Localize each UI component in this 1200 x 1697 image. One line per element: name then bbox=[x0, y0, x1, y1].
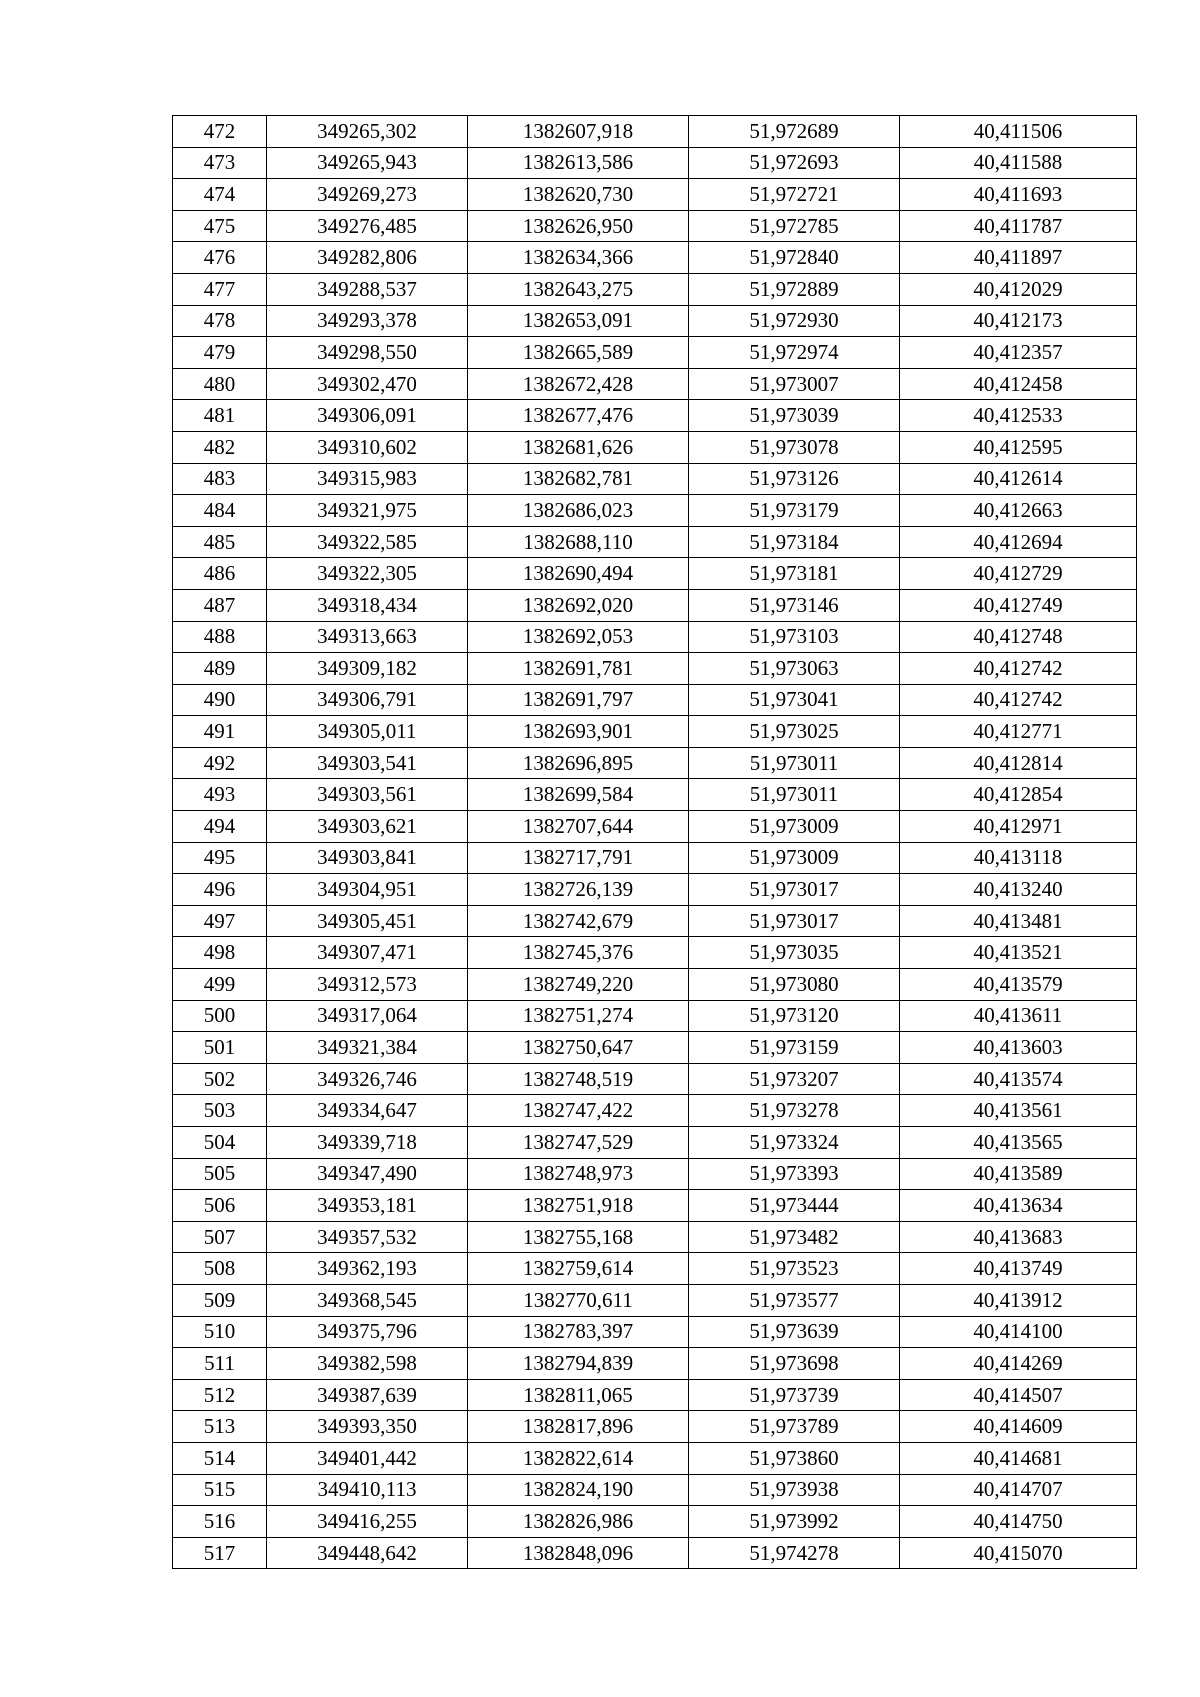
x-coordinate-cell: 349305,011 bbox=[267, 716, 468, 748]
y-coordinate-cell: 1382826,986 bbox=[468, 1506, 689, 1538]
point-number-cell: 505 bbox=[173, 1158, 267, 1190]
y-coordinate-cell: 1382665,589 bbox=[468, 337, 689, 369]
y-coordinate-cell: 1382643,275 bbox=[468, 273, 689, 305]
table-row bbox=[173, 811, 1137, 843]
table-row bbox=[173, 179, 1137, 211]
y-coordinate-cell: 1382634,366 bbox=[468, 242, 689, 274]
latitude-cell: 51,973039 bbox=[689, 400, 900, 432]
longitude-cell: 40,412729 bbox=[900, 558, 1137, 590]
point-number-cell: 511 bbox=[173, 1348, 267, 1380]
y-coordinate-cell: 1382742,679 bbox=[468, 905, 689, 937]
longitude-cell: 40,412814 bbox=[900, 747, 1137, 779]
table-row bbox=[173, 558, 1137, 590]
point-number-cell: 494 bbox=[173, 811, 267, 843]
table-row bbox=[173, 1474, 1137, 1506]
x-coordinate-cell: 349357,532 bbox=[267, 1221, 468, 1253]
x-coordinate-cell: 349302,470 bbox=[267, 368, 468, 400]
table-row bbox=[173, 1000, 1137, 1032]
table-row bbox=[173, 400, 1137, 432]
point-number-cell: 487 bbox=[173, 589, 267, 621]
table-row bbox=[173, 116, 1137, 148]
y-coordinate-cell: 1382794,839 bbox=[468, 1348, 689, 1380]
x-coordinate-cell: 349269,273 bbox=[267, 179, 468, 211]
x-coordinate-cell: 349310,602 bbox=[267, 431, 468, 463]
longitude-cell: 40,413749 bbox=[900, 1253, 1137, 1285]
table-row bbox=[173, 716, 1137, 748]
point-number-cell: 484 bbox=[173, 495, 267, 527]
x-coordinate-cell: 349293,378 bbox=[267, 305, 468, 337]
x-coordinate-cell: 349368,545 bbox=[267, 1284, 468, 1316]
x-coordinate-cell: 349265,302 bbox=[267, 116, 468, 148]
x-coordinate-cell: 349305,451 bbox=[267, 905, 468, 937]
y-coordinate-cell: 1382749,220 bbox=[468, 969, 689, 1001]
x-coordinate-cell: 349303,541 bbox=[267, 747, 468, 779]
latitude-cell: 51,973278 bbox=[689, 1095, 900, 1127]
longitude-cell: 40,413561 bbox=[900, 1095, 1137, 1127]
x-coordinate-cell: 349265,943 bbox=[267, 147, 468, 179]
latitude-cell: 51,973035 bbox=[689, 937, 900, 969]
latitude-cell: 51,973063 bbox=[689, 653, 900, 685]
coordinates-table bbox=[172, 115, 1137, 1569]
y-coordinate-cell: 1382707,644 bbox=[468, 811, 689, 843]
x-coordinate-cell: 349303,561 bbox=[267, 779, 468, 811]
point-number-cell: 479 bbox=[173, 337, 267, 369]
x-coordinate-cell: 349362,193 bbox=[267, 1253, 468, 1285]
y-coordinate-cell: 1382692,053 bbox=[468, 621, 689, 653]
point-number-cell: 482 bbox=[173, 431, 267, 463]
point-number-cell: 499 bbox=[173, 969, 267, 1001]
table-row bbox=[173, 368, 1137, 400]
y-coordinate-cell: 1382822,614 bbox=[468, 1442, 689, 1474]
x-coordinate-cell: 349326,746 bbox=[267, 1063, 468, 1095]
y-coordinate-cell: 1382811,065 bbox=[468, 1379, 689, 1411]
table-row bbox=[173, 1284, 1137, 1316]
y-coordinate-cell: 1382691,781 bbox=[468, 653, 689, 685]
latitude-cell: 51,973007 bbox=[689, 368, 900, 400]
x-coordinate-cell: 349393,350 bbox=[267, 1411, 468, 1443]
point-number-cell: 508 bbox=[173, 1253, 267, 1285]
x-coordinate-cell: 349315,983 bbox=[267, 463, 468, 495]
table-row bbox=[173, 1127, 1137, 1159]
point-number-cell: 489 bbox=[173, 653, 267, 685]
latitude-cell: 51,973017 bbox=[689, 905, 900, 937]
latitude-cell: 51,973938 bbox=[689, 1474, 900, 1506]
latitude-cell: 51,973992 bbox=[689, 1506, 900, 1538]
longitude-cell: 40,413611 bbox=[900, 1000, 1137, 1032]
x-coordinate-cell: 349448,642 bbox=[267, 1537, 468, 1569]
table-row bbox=[173, 905, 1137, 937]
point-number-cell: 477 bbox=[173, 273, 267, 305]
longitude-cell: 40,412694 bbox=[900, 526, 1137, 558]
x-coordinate-cell: 349317,064 bbox=[267, 1000, 468, 1032]
latitude-cell: 51,973078 bbox=[689, 431, 900, 463]
y-coordinate-cell: 1382613,586 bbox=[468, 147, 689, 179]
point-number-cell: 502 bbox=[173, 1063, 267, 1095]
longitude-cell: 40,413579 bbox=[900, 969, 1137, 1001]
table-row bbox=[173, 1316, 1137, 1348]
x-coordinate-cell: 349313,663 bbox=[267, 621, 468, 653]
latitude-cell: 51,973009 bbox=[689, 842, 900, 874]
point-number-cell: 492 bbox=[173, 747, 267, 779]
longitude-cell: 40,411588 bbox=[900, 147, 1137, 179]
latitude-cell: 51,973184 bbox=[689, 526, 900, 558]
table-row bbox=[173, 273, 1137, 305]
y-coordinate-cell: 1382607,918 bbox=[468, 116, 689, 148]
point-number-cell: 478 bbox=[173, 305, 267, 337]
latitude-cell: 51,973179 bbox=[689, 495, 900, 527]
table-row bbox=[173, 305, 1137, 337]
latitude-cell: 51,973103 bbox=[689, 621, 900, 653]
y-coordinate-cell: 1382748,519 bbox=[468, 1063, 689, 1095]
point-number-cell: 475 bbox=[173, 210, 267, 242]
y-coordinate-cell: 1382653,091 bbox=[468, 305, 689, 337]
y-coordinate-cell: 1382755,168 bbox=[468, 1221, 689, 1253]
table-row bbox=[173, 653, 1137, 685]
x-coordinate-cell: 349312,573 bbox=[267, 969, 468, 1001]
longitude-cell: 40,412458 bbox=[900, 368, 1137, 400]
table-row bbox=[173, 1506, 1137, 1538]
latitude-cell: 51,973181 bbox=[689, 558, 900, 590]
point-number-cell: 500 bbox=[173, 1000, 267, 1032]
latitude-cell: 51,972889 bbox=[689, 273, 900, 305]
longitude-cell: 40,412663 bbox=[900, 495, 1137, 527]
x-coordinate-cell: 349347,490 bbox=[267, 1158, 468, 1190]
point-number-cell: 491 bbox=[173, 716, 267, 748]
point-number-cell: 488 bbox=[173, 621, 267, 653]
x-coordinate-cell: 349410,113 bbox=[267, 1474, 468, 1506]
longitude-cell: 40,414609 bbox=[900, 1411, 1137, 1443]
latitude-cell: 51,973577 bbox=[689, 1284, 900, 1316]
longitude-cell: 40,413574 bbox=[900, 1063, 1137, 1095]
table-row bbox=[173, 684, 1137, 716]
x-coordinate-cell: 349282,806 bbox=[267, 242, 468, 274]
x-coordinate-cell: 349303,621 bbox=[267, 811, 468, 843]
y-coordinate-cell: 1382751,918 bbox=[468, 1190, 689, 1222]
x-coordinate-cell: 349306,791 bbox=[267, 684, 468, 716]
point-number-cell: 512 bbox=[173, 1379, 267, 1411]
y-coordinate-cell: 1382726,139 bbox=[468, 874, 689, 906]
point-number-cell: 472 bbox=[173, 116, 267, 148]
y-coordinate-cell: 1382759,614 bbox=[468, 1253, 689, 1285]
latitude-cell: 51,972930 bbox=[689, 305, 900, 337]
longitude-cell: 40,413118 bbox=[900, 842, 1137, 874]
longitude-cell: 40,411897 bbox=[900, 242, 1137, 274]
table-row bbox=[173, 589, 1137, 621]
y-coordinate-cell: 1382747,422 bbox=[468, 1095, 689, 1127]
table-row bbox=[173, 937, 1137, 969]
table-row bbox=[173, 337, 1137, 369]
longitude-cell: 40,414681 bbox=[900, 1442, 1137, 1474]
longitude-cell: 40,412029 bbox=[900, 273, 1137, 305]
point-number-cell: 510 bbox=[173, 1316, 267, 1348]
longitude-cell: 40,412971 bbox=[900, 811, 1137, 843]
x-coordinate-cell: 349339,718 bbox=[267, 1127, 468, 1159]
point-number-cell: 493 bbox=[173, 779, 267, 811]
table-row bbox=[173, 874, 1137, 906]
point-number-cell: 476 bbox=[173, 242, 267, 274]
y-coordinate-cell: 1382626,950 bbox=[468, 210, 689, 242]
latitude-cell: 51,972721 bbox=[689, 179, 900, 211]
latitude-cell: 51,973017 bbox=[689, 874, 900, 906]
y-coordinate-cell: 1382677,476 bbox=[468, 400, 689, 432]
y-coordinate-cell: 1382817,896 bbox=[468, 1411, 689, 1443]
y-coordinate-cell: 1382748,973 bbox=[468, 1158, 689, 1190]
table-row bbox=[173, 1158, 1137, 1190]
longitude-cell: 40,412533 bbox=[900, 400, 1137, 432]
point-number-cell: 514 bbox=[173, 1442, 267, 1474]
latitude-cell: 51,973393 bbox=[689, 1158, 900, 1190]
latitude-cell: 51,973011 bbox=[689, 747, 900, 779]
table-row bbox=[173, 1063, 1137, 1095]
y-coordinate-cell: 1382692,020 bbox=[468, 589, 689, 621]
table-row bbox=[173, 1442, 1137, 1474]
longitude-cell: 40,415070 bbox=[900, 1537, 1137, 1569]
longitude-cell: 40,414507 bbox=[900, 1379, 1137, 1411]
longitude-cell: 40,412749 bbox=[900, 589, 1137, 621]
x-coordinate-cell: 349276,485 bbox=[267, 210, 468, 242]
x-coordinate-cell: 349321,975 bbox=[267, 495, 468, 527]
latitude-cell: 51,972974 bbox=[689, 337, 900, 369]
longitude-cell: 40,413603 bbox=[900, 1032, 1137, 1064]
latitude-cell: 51,973789 bbox=[689, 1411, 900, 1443]
longitude-cell: 40,414269 bbox=[900, 1348, 1137, 1380]
longitude-cell: 40,413589 bbox=[900, 1158, 1137, 1190]
latitude-cell: 51,973041 bbox=[689, 684, 900, 716]
longitude-cell: 40,413683 bbox=[900, 1221, 1137, 1253]
x-coordinate-cell: 349318,434 bbox=[267, 589, 468, 621]
y-coordinate-cell: 1382699,584 bbox=[468, 779, 689, 811]
longitude-cell: 40,411693 bbox=[900, 179, 1137, 211]
table-row bbox=[173, 431, 1137, 463]
latitude-cell: 51,973207 bbox=[689, 1063, 900, 1095]
table-row bbox=[173, 747, 1137, 779]
latitude-cell: 51,973639 bbox=[689, 1316, 900, 1348]
point-number-cell: 485 bbox=[173, 526, 267, 558]
table-row bbox=[173, 242, 1137, 274]
y-coordinate-cell: 1382691,797 bbox=[468, 684, 689, 716]
table-row bbox=[173, 1379, 1137, 1411]
latitude-cell: 51,973444 bbox=[689, 1190, 900, 1222]
table-row bbox=[173, 1032, 1137, 1064]
point-number-cell: 504 bbox=[173, 1127, 267, 1159]
point-number-cell: 497 bbox=[173, 905, 267, 937]
longitude-cell: 40,412742 bbox=[900, 653, 1137, 685]
longitude-cell: 40,414750 bbox=[900, 1506, 1137, 1538]
y-coordinate-cell: 1382745,376 bbox=[468, 937, 689, 969]
x-coordinate-cell: 349288,537 bbox=[267, 273, 468, 305]
latitude-cell: 51,972785 bbox=[689, 210, 900, 242]
y-coordinate-cell: 1382848,096 bbox=[468, 1537, 689, 1569]
y-coordinate-cell: 1382783,397 bbox=[468, 1316, 689, 1348]
latitude-cell: 51,973011 bbox=[689, 779, 900, 811]
latitude-cell: 51,973146 bbox=[689, 589, 900, 621]
longitude-cell: 40,412771 bbox=[900, 716, 1137, 748]
y-coordinate-cell: 1382688,110 bbox=[468, 526, 689, 558]
y-coordinate-cell: 1382751,274 bbox=[468, 1000, 689, 1032]
point-number-cell: 481 bbox=[173, 400, 267, 432]
point-number-cell: 496 bbox=[173, 874, 267, 906]
longitude-cell: 40,413565 bbox=[900, 1127, 1137, 1159]
table-row bbox=[173, 1221, 1137, 1253]
point-number-cell: 506 bbox=[173, 1190, 267, 1222]
table-row bbox=[173, 526, 1137, 558]
point-number-cell: 515 bbox=[173, 1474, 267, 1506]
point-number-cell: 513 bbox=[173, 1411, 267, 1443]
latitude-cell: 51,973126 bbox=[689, 463, 900, 495]
table-row bbox=[173, 1253, 1137, 1285]
longitude-cell: 40,414100 bbox=[900, 1316, 1137, 1348]
table-row bbox=[173, 1537, 1137, 1569]
table-row bbox=[173, 1411, 1137, 1443]
table-row bbox=[173, 1348, 1137, 1380]
latitude-cell: 51,973739 bbox=[689, 1379, 900, 1411]
point-number-cell: 517 bbox=[173, 1537, 267, 1569]
longitude-cell: 40,412173 bbox=[900, 305, 1137, 337]
latitude-cell: 51,973080 bbox=[689, 969, 900, 1001]
y-coordinate-cell: 1382770,611 bbox=[468, 1284, 689, 1316]
point-number-cell: 495 bbox=[173, 842, 267, 874]
point-number-cell: 501 bbox=[173, 1032, 267, 1064]
latitude-cell: 51,973159 bbox=[689, 1032, 900, 1064]
table-row bbox=[173, 210, 1137, 242]
y-coordinate-cell: 1382690,494 bbox=[468, 558, 689, 590]
x-coordinate-cell: 349298,550 bbox=[267, 337, 468, 369]
x-coordinate-cell: 349322,585 bbox=[267, 526, 468, 558]
point-number-cell: 474 bbox=[173, 179, 267, 211]
latitude-cell: 51,972693 bbox=[689, 147, 900, 179]
x-coordinate-cell: 349321,384 bbox=[267, 1032, 468, 1064]
table-row bbox=[173, 495, 1137, 527]
y-coordinate-cell: 1382686,023 bbox=[468, 495, 689, 527]
latitude-cell: 51,973860 bbox=[689, 1442, 900, 1474]
table-row bbox=[173, 1190, 1137, 1222]
y-coordinate-cell: 1382672,428 bbox=[468, 368, 689, 400]
table-row bbox=[173, 1095, 1137, 1127]
latitude-cell: 51,972840 bbox=[689, 242, 900, 274]
x-coordinate-cell: 349304,951 bbox=[267, 874, 468, 906]
latitude-cell: 51,973009 bbox=[689, 811, 900, 843]
latitude-cell: 51,973120 bbox=[689, 1000, 900, 1032]
table-row bbox=[173, 621, 1137, 653]
point-number-cell: 483 bbox=[173, 463, 267, 495]
point-number-cell: 503 bbox=[173, 1095, 267, 1127]
y-coordinate-cell: 1382696,895 bbox=[468, 747, 689, 779]
longitude-cell: 40,412854 bbox=[900, 779, 1137, 811]
y-coordinate-cell: 1382681,626 bbox=[468, 431, 689, 463]
x-coordinate-cell: 349334,647 bbox=[267, 1095, 468, 1127]
y-coordinate-cell: 1382693,901 bbox=[468, 716, 689, 748]
y-coordinate-cell: 1382747,529 bbox=[468, 1127, 689, 1159]
point-number-cell: 486 bbox=[173, 558, 267, 590]
table-row bbox=[173, 463, 1137, 495]
longitude-cell: 40,411506 bbox=[900, 116, 1137, 148]
longitude-cell: 40,413240 bbox=[900, 874, 1137, 906]
x-coordinate-cell: 349416,255 bbox=[267, 1506, 468, 1538]
latitude-cell: 51,973523 bbox=[689, 1253, 900, 1285]
longitude-cell: 40,412357 bbox=[900, 337, 1137, 369]
longitude-cell: 40,414707 bbox=[900, 1474, 1137, 1506]
point-number-cell: 490 bbox=[173, 684, 267, 716]
latitude-cell: 51,973698 bbox=[689, 1348, 900, 1380]
x-coordinate-cell: 349387,639 bbox=[267, 1379, 468, 1411]
y-coordinate-cell: 1382682,781 bbox=[468, 463, 689, 495]
latitude-cell: 51,972689 bbox=[689, 116, 900, 148]
x-coordinate-cell: 349353,181 bbox=[267, 1190, 468, 1222]
x-coordinate-cell: 349382,598 bbox=[267, 1348, 468, 1380]
y-coordinate-cell: 1382717,791 bbox=[468, 842, 689, 874]
coordinates-table-body bbox=[173, 116, 1137, 1569]
longitude-cell: 40,411787 bbox=[900, 210, 1137, 242]
table-row bbox=[173, 147, 1137, 179]
longitude-cell: 40,413521 bbox=[900, 937, 1137, 969]
latitude-cell: 51,973482 bbox=[689, 1221, 900, 1253]
longitude-cell: 40,412748 bbox=[900, 621, 1137, 653]
y-coordinate-cell: 1382750,647 bbox=[468, 1032, 689, 1064]
latitude-cell: 51,973025 bbox=[689, 716, 900, 748]
point-number-cell: 473 bbox=[173, 147, 267, 179]
point-number-cell: 480 bbox=[173, 368, 267, 400]
point-number-cell: 498 bbox=[173, 937, 267, 969]
latitude-cell: 51,974278 bbox=[689, 1537, 900, 1569]
longitude-cell: 40,413634 bbox=[900, 1190, 1137, 1222]
point-number-cell: 516 bbox=[173, 1506, 267, 1538]
point-number-cell: 507 bbox=[173, 1221, 267, 1253]
latitude-cell: 51,973324 bbox=[689, 1127, 900, 1159]
longitude-cell: 40,412614 bbox=[900, 463, 1137, 495]
x-coordinate-cell: 349303,841 bbox=[267, 842, 468, 874]
longitude-cell: 40,412742 bbox=[900, 684, 1137, 716]
y-coordinate-cell: 1382824,190 bbox=[468, 1474, 689, 1506]
longitude-cell: 40,412595 bbox=[900, 431, 1137, 463]
x-coordinate-cell: 349375,796 bbox=[267, 1316, 468, 1348]
table-row bbox=[173, 842, 1137, 874]
x-coordinate-cell: 349309,182 bbox=[267, 653, 468, 685]
y-coordinate-cell: 1382620,730 bbox=[468, 179, 689, 211]
point-number-cell: 509 bbox=[173, 1284, 267, 1316]
x-coordinate-cell: 349401,442 bbox=[267, 1442, 468, 1474]
x-coordinate-cell: 349306,091 bbox=[267, 400, 468, 432]
table-row bbox=[173, 969, 1137, 1001]
longitude-cell: 40,413481 bbox=[900, 905, 1137, 937]
longitude-cell: 40,413912 bbox=[900, 1284, 1137, 1316]
x-coordinate-cell: 349307,471 bbox=[267, 937, 468, 969]
x-coordinate-cell: 349322,305 bbox=[267, 558, 468, 590]
table-row bbox=[173, 779, 1137, 811]
